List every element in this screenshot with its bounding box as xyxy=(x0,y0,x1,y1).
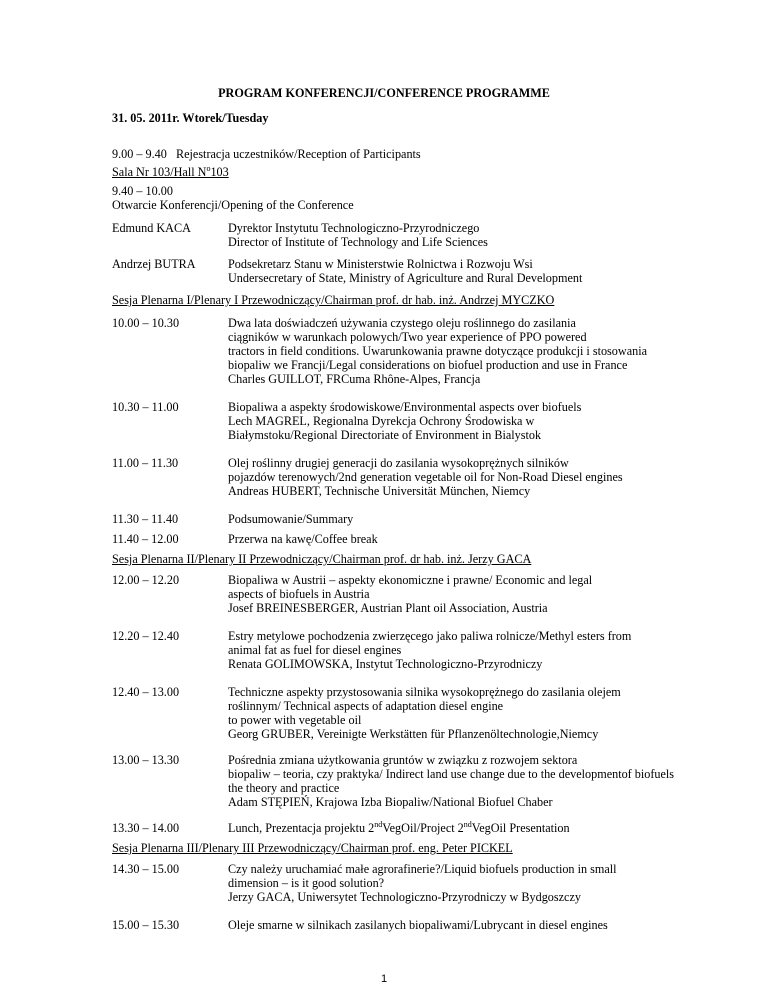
speaker-title: Podsekretarz Stanu w Ministerstwie Rolnictwa i Rozwoju Wsi xyxy=(228,257,533,271)
agenda-text: Białymstoku/Regional Directoriate of Environment in Bialystok xyxy=(228,428,542,442)
lunch-sup: nd xyxy=(463,820,472,829)
agenda-text: Dwa lata doświadczeń używania czystego oleju roślinnego do zasilania xyxy=(228,316,576,330)
agenda-text: pojazdów terenowych/2nd generation vegetable oil for Non-Road Diesel engines xyxy=(228,470,623,484)
agenda-time: 11.00 – 11.30 xyxy=(112,456,179,470)
session-heading: Sesja Plenarna I/Plenary I Przewodniczący/Chairman prof. dr hab. inż. Andrzej MYCZKO xyxy=(112,293,555,307)
agenda-text: Andreas HUBERT, Technische Universität München, Niemcy xyxy=(228,484,531,498)
hall-label: Sala Nr 103/Hall N xyxy=(112,165,207,179)
lunch-sup: nd xyxy=(374,820,383,829)
agenda-text: ciągników w warunkach polowych/Two year experience of PPO powered xyxy=(228,330,587,344)
registration-line xyxy=(112,147,421,161)
hall-number: 103 xyxy=(210,165,229,179)
agenda-text: Biopaliwa w Austrii – aspekty ekonomiczne i prawne/ Economic and legal xyxy=(228,573,593,587)
agenda-text: to power with vegetable oil xyxy=(228,713,362,727)
session-heading: Sesja Plenarna II/Plenary II Przewodniczący/Chairman prof. dr hab. inż. Jerzy GACA xyxy=(112,552,532,566)
agenda-text: Charles GUILLOT, FRCuma Rhône-Alpes, Francja xyxy=(228,372,481,386)
page-title: PROGRAM KONFERENCJI/CONFERENCE PROGRAMME xyxy=(218,86,550,100)
speaker-title: Director of Institute of Technology and Life Sciences xyxy=(228,235,488,249)
lunch-text: VegOil Presentation xyxy=(471,821,570,835)
agenda-text: Josef BREINESBERGER, Austrian Plant oil Association, Austria xyxy=(228,601,548,615)
hall-sup: o xyxy=(206,164,211,173)
agenda-time: 11.40 – 12.00 xyxy=(112,532,179,546)
agenda-text: tractors in field conditions. Uwarunkowania prawne dotyczące produkcji i stosowania xyxy=(228,344,647,358)
lunch-text: VegOil/Project 2 xyxy=(382,821,464,835)
agenda-text: Estry metylowe pochodzenia zwierzęcego jako paliwa rolnicze/Methyl esters from xyxy=(228,629,632,643)
agenda-text: roślinnym/ Technical aspects of adaptation diesel engine xyxy=(228,699,504,713)
agenda-time: 14.30 – 15.00 xyxy=(112,862,180,876)
agenda-text: Biopaliwa a aspekty środowiskowe/Environmental aspects over biofuels xyxy=(228,400,582,414)
agenda-time: 15.00 – 15.30 xyxy=(112,918,180,932)
agenda-text: Czy należy uruchamiać małe agrorafinerie?/Liquid biofuels production in small xyxy=(228,862,617,876)
speaker-name: Andrzej BUTRA xyxy=(112,257,196,271)
agenda-text: Oleje smarne w silnikach zasilanych biopaliwami/Lubrycant in diesel engines xyxy=(228,918,608,932)
opening-time: 9.40 – 10.00 xyxy=(112,184,173,198)
hall-line xyxy=(112,165,229,179)
agenda-time: 10.30 – 11.00 xyxy=(112,400,179,414)
agenda-text: Adam STĘPIEŃ, Krajowa Izba Biopaliw/National Biofuel Chaber xyxy=(228,795,553,809)
agenda-text: Olej roślinny drugiej generacji do zasilania wysokoprężnych silników xyxy=(228,456,569,470)
page-number: 1 xyxy=(380,973,388,985)
agenda-text: animal fat as fuel for diesel engines xyxy=(228,643,402,657)
agenda-time: 13.00 – 13.30 xyxy=(112,753,180,767)
session-heading: Sesja Plenarna III/Plenary III Przewodniczący/Chairman prof. eng. Peter PICKEL xyxy=(112,841,513,855)
lunch-text: Lunch, Prezentacja projektu 2 xyxy=(228,821,375,835)
agenda-time: 12.00 – 12.20 xyxy=(112,573,180,587)
agenda-text: biopaliw we Francji/Legal considerations on biofuel production and use in France xyxy=(228,358,628,372)
day-heading: 31. 05. 2011r. Wtorek/Tuesday xyxy=(112,111,269,125)
agenda-text: Pośrednia zmiana użytkowania gruntów w związku z rozwojem sektora xyxy=(228,753,578,767)
agenda-text: Techniczne aspekty przystosowania silnika wysokoprężnego do zasilania olejem xyxy=(228,685,621,699)
speaker-title: Undersecretary of State, Ministry of Agriculture and Rural Development xyxy=(228,271,583,285)
opening-text: Otwarcie Konferencji/Opening of the Conference xyxy=(112,198,354,212)
speaker-name: Edmund KACA xyxy=(112,221,191,235)
agenda-text: Przerwa na kawę/Coffee break xyxy=(228,532,378,546)
agenda-time: 12.40 – 13.00 xyxy=(112,685,180,699)
agenda-text: Lech MAGREL, Regionalna Dyrekcja Ochrony Środowiska w xyxy=(228,414,535,428)
agenda-time: 13.30 – 14.00 xyxy=(112,821,180,835)
agenda-time: 11.30 – 11.40 xyxy=(112,512,179,526)
agenda-time: 10.00 – 10.30 xyxy=(112,316,180,330)
agenda-text: aspects of biofuels in Austria xyxy=(228,587,370,601)
agenda-text xyxy=(228,821,570,835)
registration-text: Rejestracja uczestników/Reception of Participants xyxy=(175,147,421,161)
registration-time: 9.00 – 9.40 xyxy=(112,147,167,161)
agenda-text: dimension – is it good solution? xyxy=(228,876,385,890)
agenda-text: Podsumowanie/Summary xyxy=(228,512,354,526)
agenda-text: Georg GRUBER, Vereinigte Werkstätten für Pflanzenöltechnologie,Niemcy xyxy=(228,727,599,741)
agenda-text: Jerzy GACA, Uniwersytet Technologiczno-Przyrodniczy w Bydgoszczy xyxy=(228,890,581,904)
agenda-text: biopaliw – teoria, czy praktyka/ Indirect land use change due to the developmentof biofuels xyxy=(228,767,675,781)
agenda-text: the theory and practice xyxy=(228,781,340,795)
agenda-text: Renata GOLIMOWSKA, Instytut Technologiczno-Przyrodniczy xyxy=(228,657,543,671)
agenda-time: 12.20 – 12.40 xyxy=(112,629,180,643)
speaker-title: Dyrektor Instytutu Technologiczno-Przyrodniczego xyxy=(228,221,480,235)
